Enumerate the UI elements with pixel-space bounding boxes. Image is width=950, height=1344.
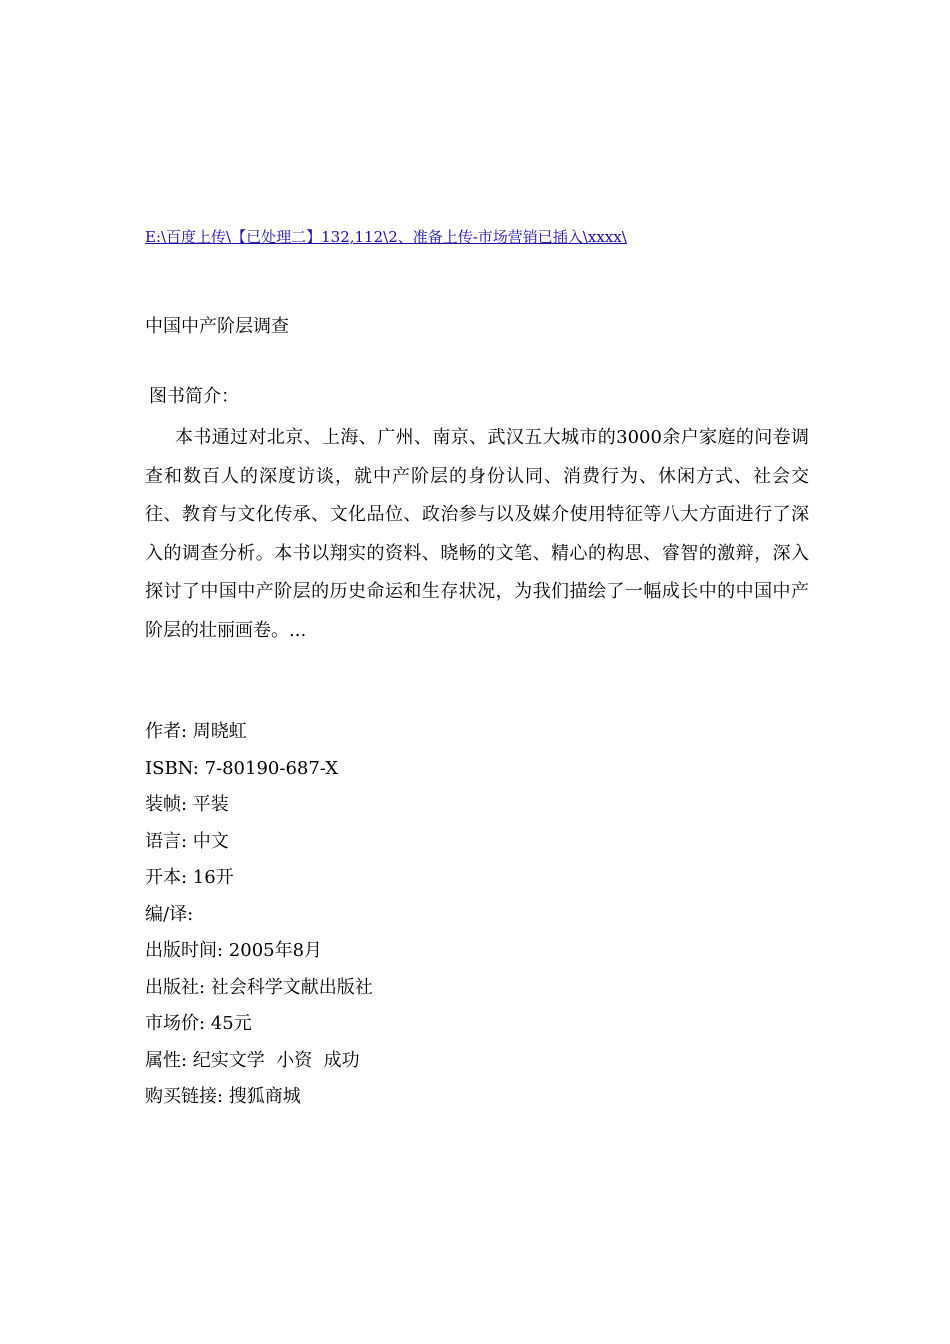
meta-translator: 编/译:: [145, 903, 194, 925]
meta-pub-date: 出版时间: 2005年8月: [145, 940, 323, 961]
meta-buy-link: 购买链接: 搜狐商城: [145, 1086, 301, 1107]
file-path-link[interactable]: E:\百度上传\【已处理二】132,112\2、准备上传-市场营销已插入\xxxx\: [145, 228, 627, 246]
book-title: 中国中产阶层调查: [145, 316, 289, 337]
intro-heading: 图书简介：: [149, 386, 239, 407]
intro-body: 本书通过对北京、上海、广州、南京、武汉五大城市的3000余户家庭的问卷调查和数百人的深度访谈，就中产阶层的身份认同、消费行为、休闲方式、社会交往、教育与文化传承、文化品位、政治参与以及媒介使用特征等八大方面进行了深入的调查分析。本书以翔实的资料、晓畅的文笔、精心的构思、睿智的激辩，深入探讨了中国中产阶层的历史命运和生存状况，为我们描绘了一幅成长中的中国中产阶层的壮丽画卷。...: [145, 427, 809, 641]
meta-publisher: 出版社: 社会科学文献出版社: [145, 976, 373, 998]
meta-tags: 属性: 纪实文学 小资 成功: [145, 1049, 360, 1071]
meta-language: 语言: 中文: [145, 830, 229, 852]
meta-format: 开本: 16开: [145, 867, 234, 888]
meta-isbn: ISBN: 7-80190-687-X: [145, 757, 339, 779]
meta-binding: 装帧: 平装: [145, 794, 229, 815]
meta-price: 市场价: 45元: [145, 1013, 252, 1034]
book-metadata-list: [145, 714, 373, 1116]
meta-author: 作者: 周晓虹: [145, 721, 247, 742]
